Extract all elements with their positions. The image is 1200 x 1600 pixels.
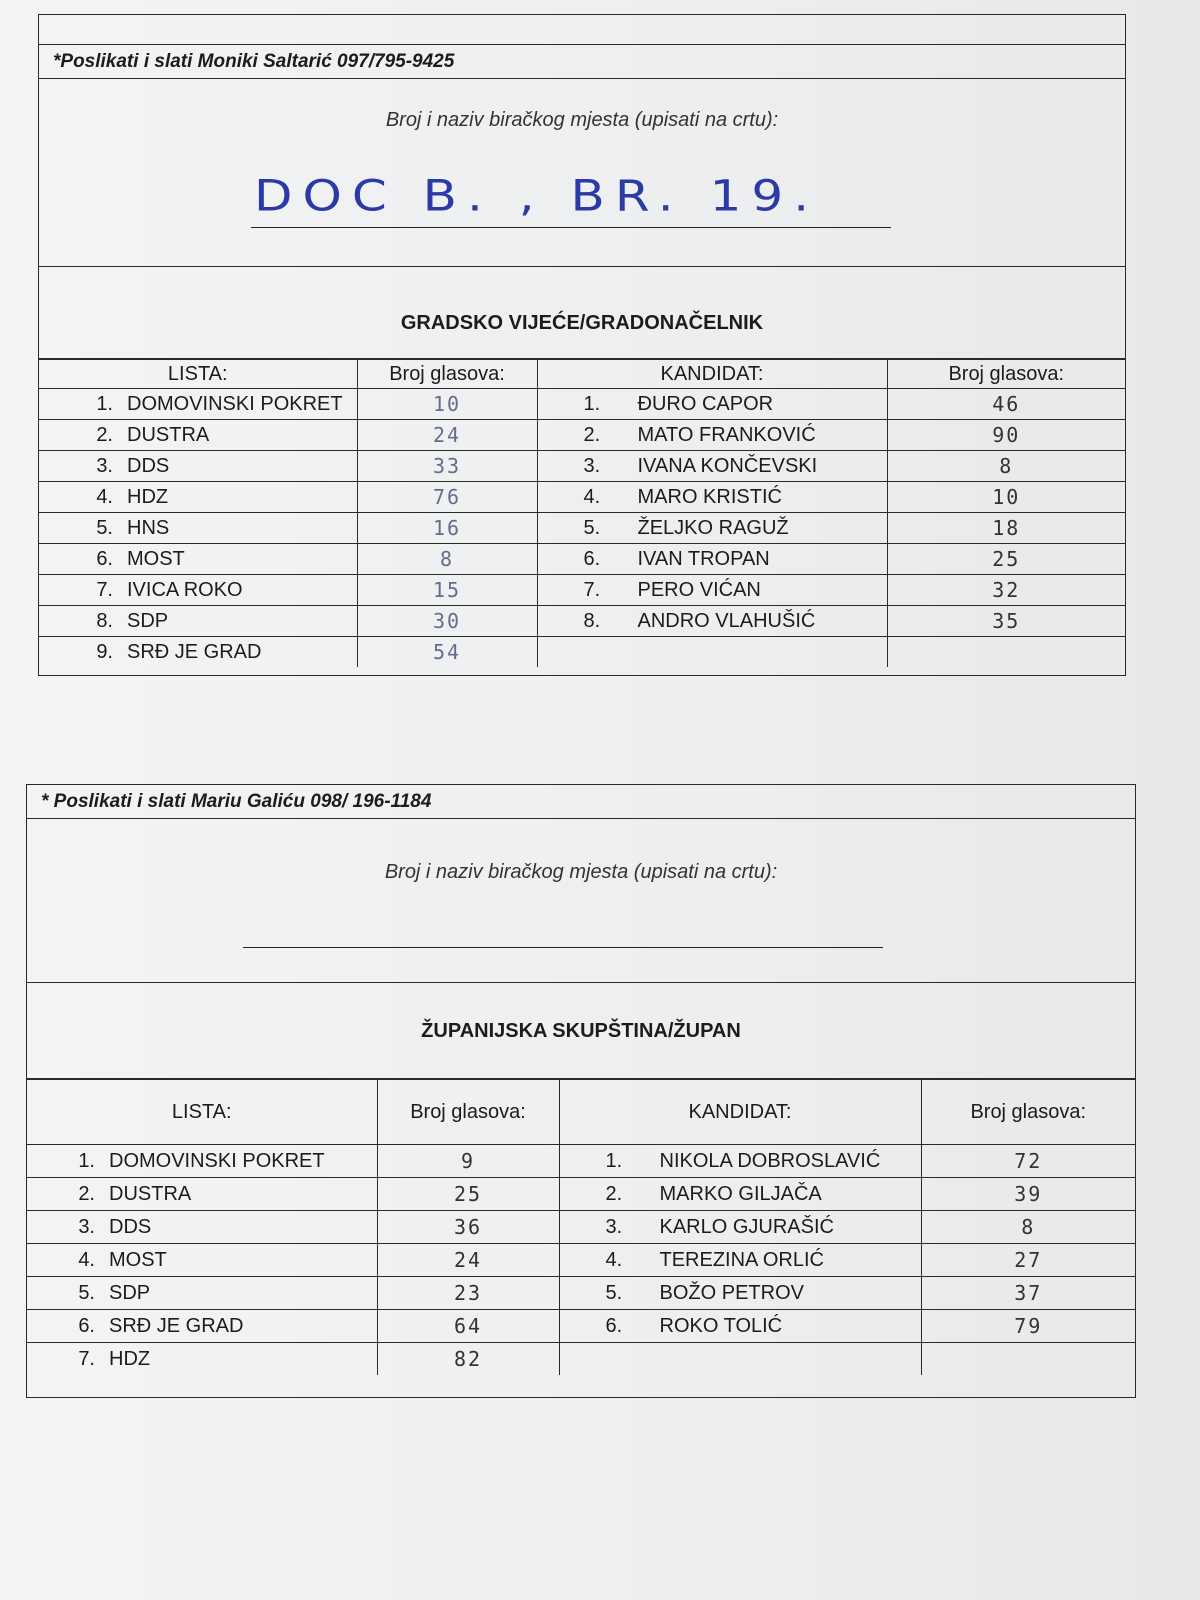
form2-header-row — [27, 1080, 1135, 1145]
list-number: 3. — [96, 454, 113, 477]
form2-header: * Poslikati i slati Mariu Galiću 098/ 196-1184 — [27, 785, 1135, 819]
table-row — [27, 1145, 1135, 1178]
form2-votes-table — [27, 1079, 1135, 1375]
form2-section-title: ŽUPANIJSKA SKUPŠTINA/ŽUPAN — [27, 983, 1135, 1079]
candidate-name: ROKO TOLIĆ — [659, 1314, 783, 1337]
candidate-name-cell — [559, 1310, 921, 1343]
col-kandidat: KANDIDAT: — [537, 360, 887, 389]
col-lista: LISTA: — [39, 360, 357, 389]
table-row — [27, 1310, 1135, 1343]
candidate-name: MARO KRISTIĆ — [637, 485, 782, 508]
form1-header-row — [39, 360, 1125, 389]
candidate-number: 6. — [583, 547, 601, 570]
candidate-name-cell — [559, 1277, 921, 1310]
form1-votes-table — [39, 359, 1125, 667]
candidate-votes[interactable]: 79 — [921, 1310, 1135, 1343]
candidate-name: IVAN TROPAN — [637, 547, 770, 570]
table-row — [39, 482, 1125, 513]
list-number: 7. — [96, 578, 113, 601]
candidate-name-cell — [537, 389, 887, 420]
list-number: 1. — [78, 1149, 95, 1172]
list-votes[interactable]: 54 — [357, 637, 537, 668]
list-votes[interactable]: 25 — [377, 1178, 559, 1211]
candidate-name: MATO FRANKOVIĆ — [637, 423, 816, 446]
list-votes[interactable]: 36 — [377, 1211, 559, 1244]
list-votes[interactable]: 8 — [357, 544, 537, 575]
list-name-cell — [39, 451, 357, 482]
candidate-votes[interactable]: 8 — [887, 451, 1125, 482]
list-name: SRĐ JE GRAD — [127, 640, 262, 663]
list-name-cell — [39, 575, 357, 606]
col-votes-candidates: Broj glasova: — [921, 1080, 1135, 1145]
list-name: HDZ — [127, 485, 169, 508]
list-number: 2. — [96, 423, 113, 446]
list-name: HDZ — [109, 1347, 151, 1370]
list-name: SDP — [109, 1281, 151, 1304]
list-number: 5. — [96, 516, 113, 539]
candidate-name-cell — [537, 482, 887, 513]
candidate-number: 3. — [605, 1215, 623, 1238]
candidate-number: 1. — [583, 392, 601, 415]
candidate-name-cell — [537, 544, 887, 575]
list-votes[interactable]: 16 — [357, 513, 537, 544]
candidate-number: 2. — [605, 1182, 623, 1205]
candidate-votes[interactable] — [887, 637, 1125, 668]
form1-section-title: GRADSKO VIJEĆE/GRADONAČELNIK — [39, 267, 1125, 359]
list-name-cell — [39, 389, 357, 420]
list-votes[interactable]: 76 — [357, 482, 537, 513]
form1-station-label: Broj i naziv biračkog mjesta (upisati na crtu): — [385, 109, 779, 131]
candidate-name-cell — [537, 420, 887, 451]
list-votes[interactable]: 33 — [357, 451, 537, 482]
candidate-name: KARLO GJURAŠIĆ — [659, 1215, 834, 1238]
candidate-number: 6. — [605, 1314, 623, 1337]
list-votes[interactable]: 24 — [357, 420, 537, 451]
candidate-number: 8. — [583, 609, 601, 632]
form2-station-line[interactable] — [243, 947, 883, 948]
candidate-votes[interactable]: 37 — [921, 1277, 1135, 1310]
list-number: 8. — [96, 609, 113, 632]
list-votes[interactable]: 10 — [357, 389, 537, 420]
candidate-votes[interactable]: 39 — [921, 1178, 1135, 1211]
form1-station-box — [39, 79, 1125, 267]
list-number: 4. — [96, 485, 113, 508]
candidate-number: 4. — [583, 485, 601, 508]
col-kandidat: KANDIDAT: — [559, 1080, 921, 1145]
candidate-number: 1. — [605, 1149, 623, 1172]
list-name-cell — [39, 544, 357, 575]
list-name-cell — [39, 420, 357, 451]
form1-header: *Poslikati i slati Moniki Saltarić 097/795-9425 — [39, 45, 1125, 79]
candidate-name-cell — [559, 1178, 921, 1211]
table-row — [39, 389, 1125, 420]
list-number: 4. — [78, 1248, 95, 1271]
table-row — [39, 420, 1125, 451]
list-name-cell — [27, 1277, 377, 1310]
candidate-number: 4. — [605, 1248, 623, 1271]
list-name: DOMOVINSKI POKRET — [109, 1149, 325, 1172]
form2-station-label: Broj i naziv biračkog mjesta (upisati na crtu): — [384, 861, 778, 883]
candidate-name: PERO VIĆAN — [637, 578, 761, 601]
table-row — [27, 1277, 1135, 1310]
list-votes[interactable]: 15 — [357, 575, 537, 606]
list-votes[interactable]: 64 — [377, 1310, 559, 1343]
list-name-cell — [27, 1244, 377, 1277]
candidate-name-cell — [537, 513, 887, 544]
candidate-votes[interactable]: 18 — [887, 513, 1125, 544]
table-row — [39, 451, 1125, 482]
list-number: 3. — [78, 1215, 95, 1238]
list-name-cell — [39, 606, 357, 637]
candidate-name-cell — [559, 1211, 921, 1244]
table-row — [39, 513, 1125, 544]
candidate-number: 3. — [583, 454, 601, 477]
list-name: DDS — [109, 1215, 152, 1238]
candidate-name-cell — [537, 575, 887, 606]
list-name-cell — [39, 513, 357, 544]
col-lista: LISTA: — [27, 1080, 377, 1145]
list-number: 9. — [96, 640, 113, 663]
list-votes[interactable]: 24 — [377, 1244, 559, 1277]
candidate-name-cell — [559, 1145, 921, 1178]
col-votes-lists: Broj glasova: — [357, 360, 537, 389]
list-name: MOST — [127, 547, 185, 570]
list-number: 2. — [78, 1182, 95, 1205]
form1-top-strip — [38, 14, 1126, 45]
candidate-number: 7. — [583, 578, 601, 601]
list-name: DUSTRA — [109, 1182, 192, 1205]
candidate-number: 5. — [583, 516, 601, 539]
table-row — [39, 575, 1125, 606]
candidate-votes[interactable]: 72 — [921, 1145, 1135, 1178]
list-name-cell — [39, 482, 357, 513]
table-row — [27, 1244, 1135, 1277]
table-row — [27, 1178, 1135, 1211]
list-number: 7. — [78, 1347, 95, 1370]
form-city-council — [38, 44, 1126, 676]
list-name-cell — [39, 637, 357, 668]
list-name: IVICA ROKO — [127, 578, 243, 601]
list-name: SDP — [127, 609, 169, 632]
candidate-name-cell — [559, 1343, 921, 1376]
list-name-cell — [27, 1145, 377, 1178]
candidate-name: MARKO GILJAČA — [659, 1182, 822, 1205]
candidate-votes[interactable]: 10 — [887, 482, 1125, 513]
candidate-name: IVANA KONČEVSKI — [637, 454, 818, 477]
candidate-name: NIKOLA DOBROSLAVIĆ — [659, 1149, 881, 1172]
list-name: MOST — [109, 1248, 167, 1271]
candidate-name: BOŽO PETROV — [659, 1281, 804, 1304]
candidate-name: TEREZINA ORLIĆ — [659, 1248, 824, 1271]
candidate-name: ANDRO VLAHUŠIĆ — [637, 609, 816, 632]
list-votes[interactable]: 30 — [357, 606, 537, 637]
list-name-cell — [27, 1310, 377, 1343]
candidate-votes[interactable]: 90 — [887, 420, 1125, 451]
list-name-cell — [27, 1211, 377, 1244]
candidate-votes[interactable]: 32 — [887, 575, 1125, 606]
table-row — [39, 544, 1125, 575]
form2-station-box — [27, 819, 1135, 983]
list-votes[interactable]: 9 — [377, 1145, 559, 1178]
candidate-votes[interactable]: 25 — [887, 544, 1125, 575]
list-name: SRĐ JE GRAD — [109, 1314, 244, 1337]
candidate-name-cell — [537, 451, 887, 482]
candidate-number: 2. — [583, 423, 601, 446]
candidate-name-cell — [537, 606, 887, 637]
list-name: DUSTRA — [127, 423, 210, 446]
candidate-votes[interactable]: 27 — [921, 1244, 1135, 1277]
list-number: 6. — [96, 547, 113, 570]
form-county-assembly — [26, 784, 1136, 1398]
list-number: 1. — [96, 392, 113, 415]
table-row — [27, 1211, 1135, 1244]
candidate-name-cell — [537, 637, 887, 668]
candidate-number: 5. — [605, 1281, 623, 1304]
list-number: 5. — [78, 1281, 95, 1304]
candidate-name: ŽELJKO RAGUŽ — [637, 516, 789, 539]
list-number: 6. — [78, 1314, 95, 1337]
candidate-votes[interactable] — [921, 1343, 1135, 1376]
form1-station-value[interactable]: DOC B. , BR. 19. — [254, 171, 820, 221]
list-votes[interactable]: 23 — [377, 1277, 559, 1310]
candidate-name: ĐURO CAPOR — [637, 392, 774, 415]
candidate-name-cell — [559, 1244, 921, 1277]
list-name: DOMOVINSKI POKRET — [127, 392, 343, 415]
list-name-cell — [27, 1178, 377, 1211]
candidate-votes[interactable]: 8 — [921, 1211, 1135, 1244]
candidate-votes[interactable]: 35 — [887, 606, 1125, 637]
table-row — [39, 606, 1125, 637]
list-votes[interactable]: 82 — [377, 1343, 559, 1376]
list-name-cell — [27, 1343, 377, 1376]
table-row — [39, 637, 1125, 668]
col-votes-lists: Broj glasova: — [377, 1080, 559, 1145]
candidate-votes[interactable]: 46 — [887, 389, 1125, 420]
list-name: DDS — [127, 454, 170, 477]
form1-station-line — [251, 227, 891, 228]
list-name: HNS — [127, 516, 170, 539]
col-votes-candidates: Broj glasova: — [887, 360, 1125, 389]
table-row — [27, 1343, 1135, 1376]
